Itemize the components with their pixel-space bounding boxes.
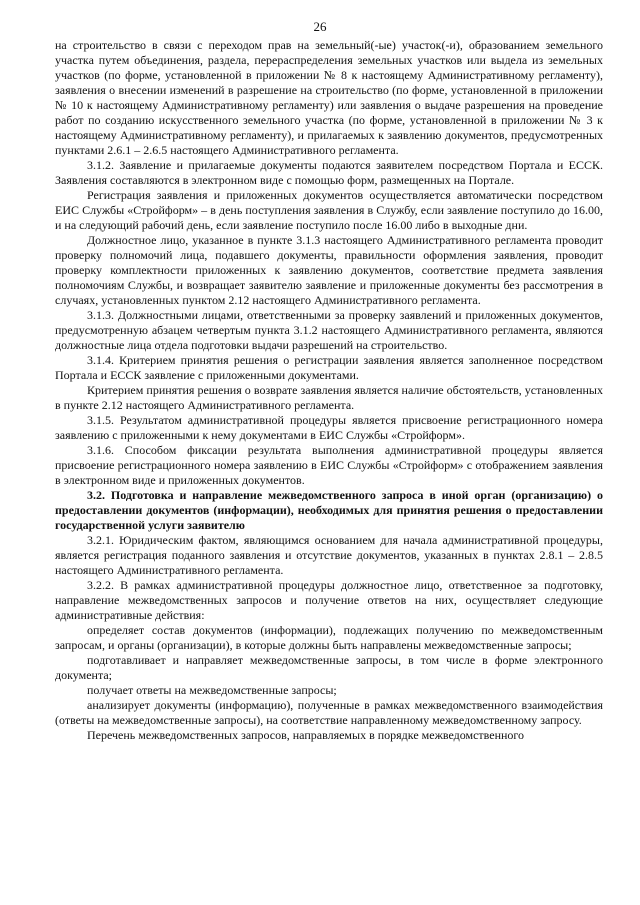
- paragraph-3-1-5: 3.1.5. Результатом административной процедуры является присвоение регистрационного номера заявлению с приложенными к нему документами в ЕИС Службы «Стройформ».: [55, 413, 603, 442]
- action-receive: получает ответы на межведомственные запросы;: [87, 683, 337, 697]
- paragraph-3-1-3: 3.1.3. Должностными лицами, ответственными за проверку заявлений и приложенных документов, предусмотренную абзацем четвертым пункта 3.1.2 настоящего Административного регламента, являются должностные лица отдела подготовки выдачи разрешений на строительство.: [55, 308, 603, 352]
- paragraph-3-2-1: 3.2.1. Юридическим фактом, являющимся основанием для начала административной процедуры, является регистрация поданного заявления и отсутствие документов, указанных в пунктах 2.8.1 – 2.8.5 настоящего Административного регламента.: [55, 533, 603, 577]
- paragraph-3-1-6: 3.1.6. Способом фиксации результата выполнения административной процедуры является присвоение регистрационного номера заявлению в ЕИС Службы «Стройформ» с отображением заявления в электронном виде и приложенных документов.: [55, 443, 603, 487]
- section-heading-3-2: 3.2. Подготовка и направление межведомственного запроса в иной орган (организацию) о предоставлении документов (информации), необходимых для принятия решения о предоставлении государственной услуги заявителю: [55, 488, 603, 532]
- action-analyze: анализирует документы (информацию), полученные в рамках межведомственного взаимодействия (ответы на межведомственные запросы), на соответствие направленному межведомственному запросу.: [55, 698, 603, 727]
- action-determine: определяет состав документов (информации), подлежащих получению по межведомственным запросам, и органы (организации), в которые должны быть направлены межведомственные запросы;: [55, 623, 603, 652]
- paragraph-official-check: Должностное лицо, указанное в пункте 3.1.3 настоящего Административного регламента проводит проверку полномочий лица, подавшего документы, правильности оформления заявления, проводит проверку комплектности приложенных к заявлению документов, соответствие предмета заявления полномочиям Службы, и возвращает заявителю заявление и приложенные документы без рассмотрения в случаях, установленных пунктом 2.12 настоящего Административного регламента.: [55, 233, 603, 307]
- paragraph-return-criterion: Критерием принятия решения о возврате заявления является наличие обстоятельств, установленных в пункте 2.12 настоящего Административного регламента.: [55, 383, 603, 412]
- paragraph-3-1-4: 3.1.4. Критерием принятия решения о регистрации заявления является заполненное посредством Портала и ЕССК заявление с приложенными документами.: [55, 353, 603, 382]
- paragraph-request-list: Перечень межведомственных запросов, направляемых в порядке межведомственного: [87, 728, 525, 742]
- paragraph-3-1-2: 3.1.2. Заявление и прилагаемые документы подаются заявителем посредством Портала и ЕССК. Заявления составляются в электронном виде с помощью форм, размещенных на Портале.: [55, 158, 603, 187]
- paragraph-continuation: на строительство в связи с переходом прав на земельный(-ые) участок(-и), образованием земельного участка путем объединения, раздела, перераспределения земельных участков или выдела из земельных участков (по форме, установленной в приложении № 8 к настоящему Административному регламенту), заявления о внесении изменений в разрешение на строительство (по форме, установленной в приложении № 10 к настоящему Административному регламенту) или заявления о выдаче разрешения на проведение работ по созданию искусственного земельного участка (по форме, установленной в приложении № 3 к настоящему Административному регламенту), и прилагаемых к заявлению документов, предусмотренных пунктами 2.6.1 – 2.6.5 настоящего Административного регламента.: [55, 38, 603, 157]
- paragraph-3-2-2: 3.2.2. В рамках административной процедуры должностное лицо, ответственное за подготовку, направление межведомственных запросов и получение ответов на них, осуществляет следующие административные действия:: [55, 578, 603, 622]
- action-prepare-send: подготавливает и направляет межведомственные запросы, в том числе в форме электронного документа;: [55, 653, 603, 682]
- page-number: 26: [313, 19, 327, 34]
- document-body: [55, 38, 603, 743]
- paragraph-registration: Регистрация заявления и приложенных документов осуществляется автоматически посредством ЕИС Службы «Стройформ» – в день поступления заявления в Службу, если заявление поступило до 16.00, и на следующий рабочий день, если заявление поступило после 16.00 либо в выходные дни.: [55, 188, 603, 232]
